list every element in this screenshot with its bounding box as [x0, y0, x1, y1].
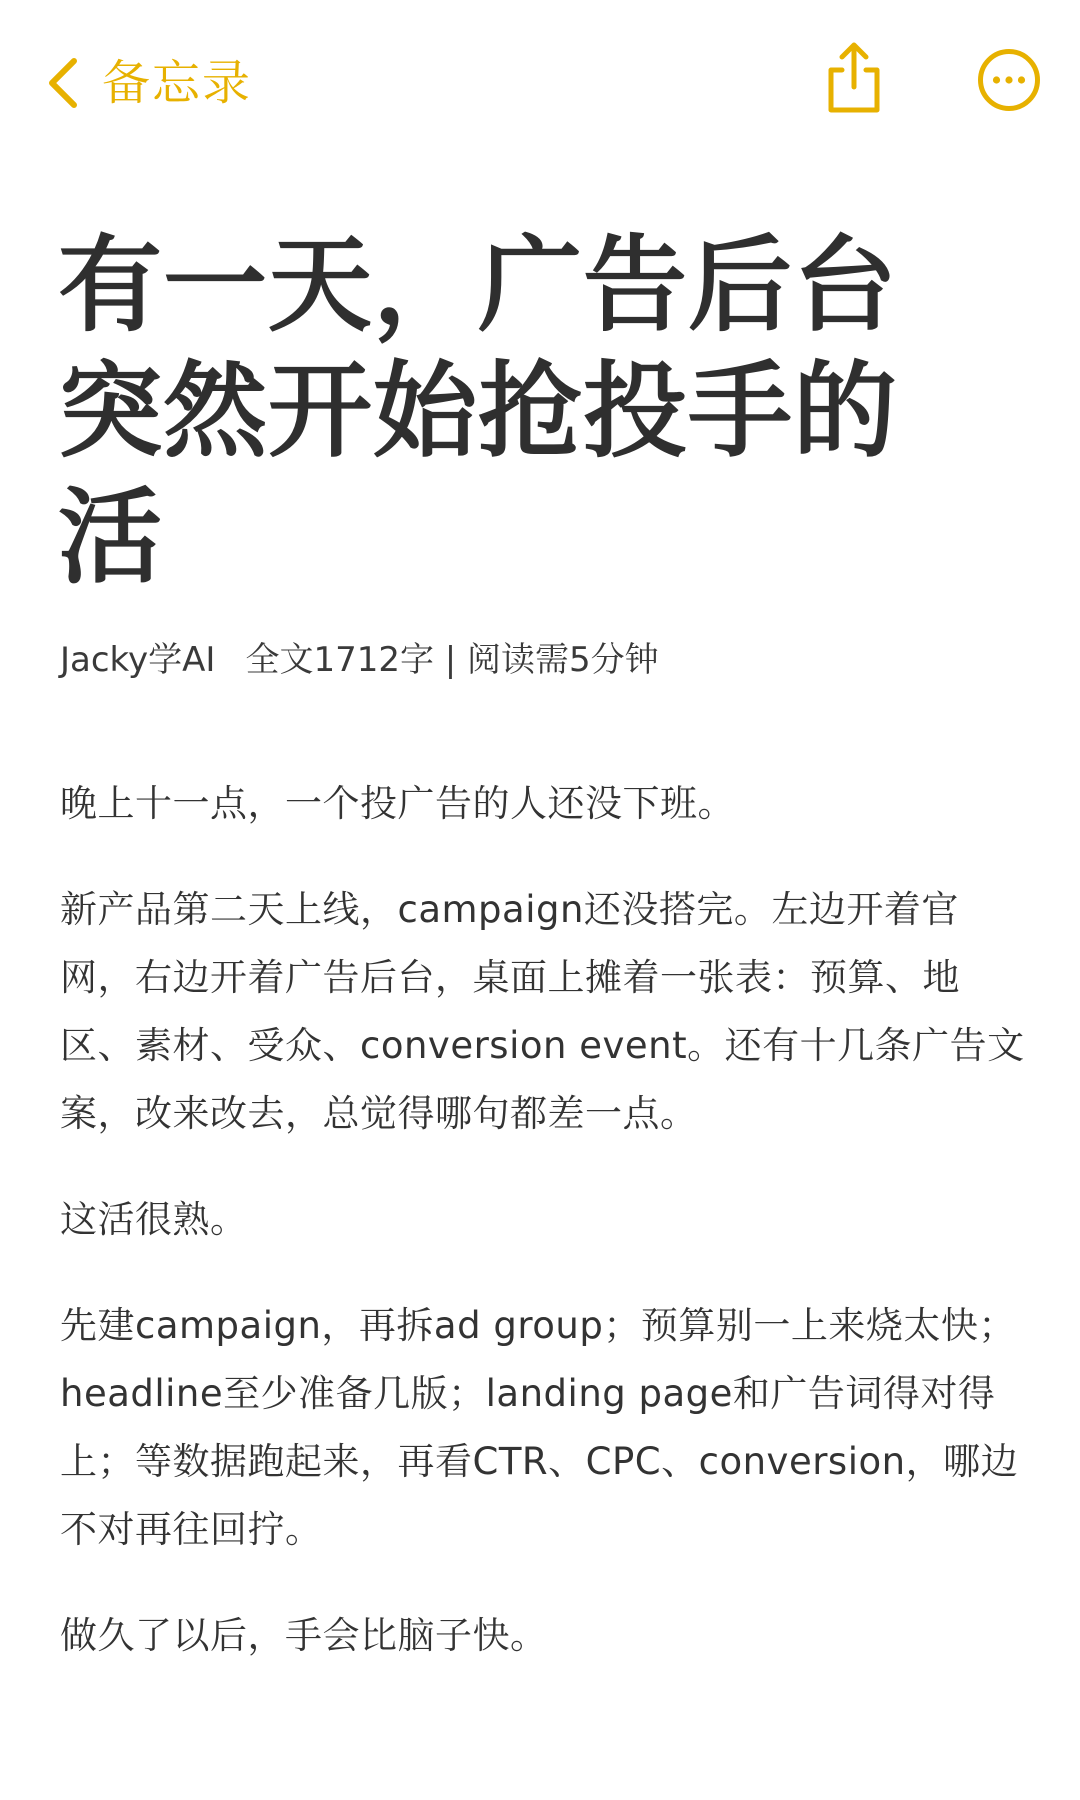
top-navigation-bar: [0, 0, 1080, 170]
share-icon[interactable]: [823, 40, 885, 116]
chevron-left-icon: [44, 53, 84, 113]
paragraph: 做久了以后，手会比脑子快。: [60, 1614, 548, 1657]
note-meta: [60, 640, 659, 681]
paragraph: 晚上十一点，一个投广告的人还没下班。: [60, 782, 735, 825]
note-body[interactable]: [60, 770, 1032, 1708]
paragraph: 新产品第二天上线，campaign还没搭完。左边开着官网，右边开着广告后台，桌面上摊着一张表：预算、地区、素材、受众、conversion event。还有十几条广告文案，改来改去，总觉得哪句都差一点。: [60, 888, 1025, 1135]
paragraph: 先建campaign，再拆ad group；预算别一上来烧太快；headline至少准备几版；landing page和广告词得对得上；等数据跑起来，再看CTR、CPC、conversion，哪边不对再往回拧。: [60, 1304, 1019, 1551]
word-count-reading-time: 全文1712字 | 阅读需5分钟: [245, 640, 659, 680]
back-button-label: 备忘录: [102, 55, 253, 111]
paragraph: 这活很熟。: [60, 1198, 248, 1241]
back-button[interactable]: [44, 48, 252, 118]
author-name: Jacky学AI: [60, 640, 216, 680]
note-title: 有一天，广告后台突然开始抢投手的活: [58, 224, 899, 598]
more-options-icon[interactable]: [977, 48, 1041, 112]
